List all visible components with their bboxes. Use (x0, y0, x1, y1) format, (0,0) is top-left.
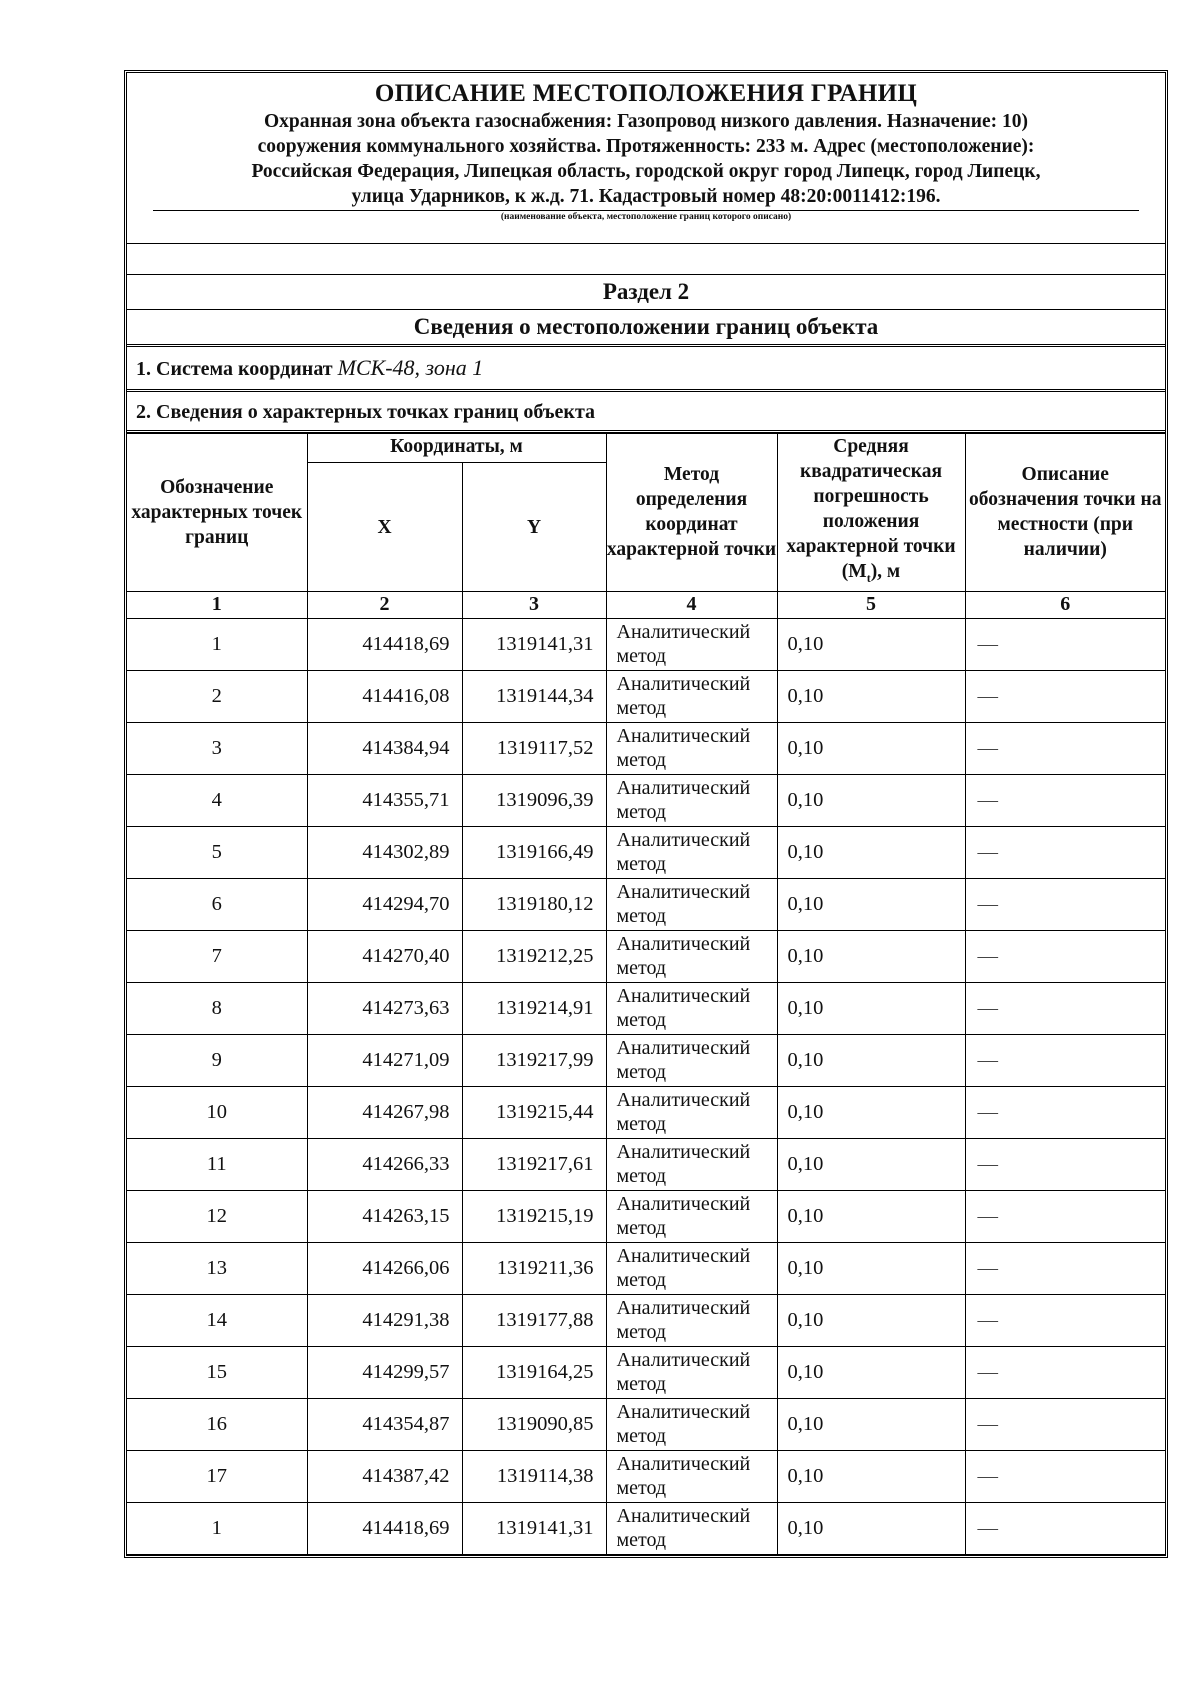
column-number: 1 (127, 591, 307, 618)
table-row (127, 982, 1165, 1034)
method-cell: Аналитический метод (606, 670, 777, 722)
accuracy-cell: 0,10 (777, 774, 965, 826)
document-frame (124, 70, 1168, 1558)
document-header (127, 73, 1165, 244)
description-cell: — (965, 722, 1165, 774)
method-cell: Аналитический метод (606, 774, 777, 826)
coordinate-y: 1319141,31 (462, 1502, 606, 1554)
column-number: 5 (777, 591, 965, 618)
method-cell: Аналитический метод (606, 826, 777, 878)
object-line: улица Ударников, к ж.д. 71. Кадастровый номер 48:20:0011412:196. (351, 186, 941, 207)
table-row (127, 1138, 1165, 1190)
point-number: 6 (127, 878, 307, 930)
table-row (127, 1450, 1165, 1502)
accuracy-cell: 0,10 (777, 1242, 965, 1294)
document-title: ОПИСАНИЕ МЕСТОПОЛОЖЕНИЯ ГРАНИЦ (374, 80, 918, 107)
table-row (127, 1346, 1165, 1398)
description-cell: — (965, 1242, 1165, 1294)
column-number: 4 (606, 591, 777, 618)
coordinate-y: 1319217,99 (462, 1034, 606, 1086)
table-row (127, 1086, 1165, 1138)
point-number: 1 (127, 1502, 307, 1554)
coordinate-y: 1319117,52 (462, 722, 606, 774)
coordinate-x: 414299,57 (307, 1346, 462, 1398)
accuracy-cell: 0,10 (777, 1450, 965, 1502)
coordinate-x: 414263,15 (307, 1190, 462, 1242)
method-cell: Аналитический метод (606, 1086, 777, 1138)
header-coordinates: Координаты, м (307, 434, 606, 463)
accuracy-cell: 0,10 (777, 722, 965, 774)
description-cell: — (965, 1086, 1165, 1138)
coordinate-x: 414271,09 (307, 1034, 462, 1086)
section-subtitle: Сведения о местоположении границ объекта (127, 310, 1165, 347)
coordinate-y: 1319096,39 (462, 774, 606, 826)
table-row (127, 1242, 1165, 1294)
description-cell: — (965, 1502, 1165, 1554)
description-cell: — (965, 1190, 1165, 1242)
header-y: Y (462, 463, 606, 592)
accuracy-cell: 0,10 (777, 982, 965, 1034)
header-method: Метод определения координат характерной точки (606, 434, 777, 592)
description-cell: — (965, 618, 1165, 670)
description-cell: — (965, 1034, 1165, 1086)
table-header-row (127, 434, 1165, 463)
table-row (127, 722, 1165, 774)
table-row (127, 1502, 1165, 1554)
coordinate-system-label: 1. Система координат (136, 358, 333, 380)
coordinate-y: 1319177,88 (462, 1294, 606, 1346)
coordinate-x: 414266,33 (307, 1138, 462, 1190)
column-numbers-row (127, 591, 1165, 618)
description-cell: — (965, 670, 1165, 722)
coordinate-x: 414270,40 (307, 930, 462, 982)
coordinate-x: 414291,38 (307, 1294, 462, 1346)
coordinate-y: 1319144,34 (462, 670, 606, 722)
coordinate-y: 1319166,49 (462, 826, 606, 878)
accuracy-cell: 0,10 (777, 1294, 965, 1346)
header-description: Описание обозначения точки на местности (при наличии) (965, 434, 1165, 592)
section-title: Раздел 2 (127, 275, 1165, 310)
table-row (127, 618, 1165, 670)
accuracy-cell: 0,10 (777, 670, 965, 722)
points-table (127, 433, 1165, 1555)
accuracy-cell: 0,10 (777, 1398, 965, 1450)
method-cell: Аналитический метод (606, 1502, 777, 1554)
coordinate-x: 414418,69 (307, 1502, 462, 1554)
description-cell: — (965, 826, 1165, 878)
method-cell: Аналитический метод (606, 930, 777, 982)
object-line: сооружения коммунального хозяйства. Протяженность: 233 м. Адрес (местоположение): (257, 136, 1035, 157)
point-number: 11 (127, 1138, 307, 1190)
method-cell: Аналитический метод (606, 878, 777, 930)
method-cell: Аналитический метод (606, 1034, 777, 1086)
coordinate-y: 1319217,61 (462, 1138, 606, 1190)
accuracy-cell: 0,10 (777, 1138, 965, 1190)
coordinate-x: 414416,08 (307, 670, 462, 722)
header-accuracy-subscript: t (866, 570, 871, 585)
header-accuracy (777, 434, 965, 592)
column-number: 2 (307, 591, 462, 618)
coordinate-y: 1319211,36 (462, 1242, 606, 1294)
description-cell: — (965, 930, 1165, 982)
coordinate-x: 414267,98 (307, 1086, 462, 1138)
coordinate-y: 1319114,38 (462, 1450, 606, 1502)
header-accuracy-text: Средняя квадратическая погрешность положения характерной точки (M (786, 436, 956, 582)
coordinate-y: 1319212,25 (462, 930, 606, 982)
method-cell: Аналитический метод (606, 1294, 777, 1346)
point-number: 14 (127, 1294, 307, 1346)
accuracy-cell: 0,10 (777, 826, 965, 878)
accuracy-cell: 0,10 (777, 1034, 965, 1086)
table-row (127, 826, 1165, 878)
header-spacer (127, 244, 1165, 275)
column-number: 6 (965, 591, 1165, 618)
point-number: 10 (127, 1086, 307, 1138)
header-accuracy-unit: ), м (870, 561, 901, 582)
table-row (127, 1034, 1165, 1086)
coordinate-system-row (127, 347, 1165, 392)
accuracy-cell: 0,10 (777, 878, 965, 930)
description-cell: — (965, 982, 1165, 1034)
coordinate-y: 1319090,85 (462, 1398, 606, 1450)
table-row (127, 774, 1165, 826)
method-cell: Аналитический метод (606, 1242, 777, 1294)
method-cell: Аналитический метод (606, 722, 777, 774)
table-row (127, 878, 1165, 930)
point-number: 9 (127, 1034, 307, 1086)
method-cell: Аналитический метод (606, 618, 777, 670)
accuracy-cell: 0,10 (777, 930, 965, 982)
description-cell: — (965, 1138, 1165, 1190)
object-line: Российская Федерация, Липецкая область, городской округ город Липецк, город Липецк, (251, 161, 1041, 182)
table-row (127, 670, 1165, 722)
method-cell: Аналитический метод (606, 1190, 777, 1242)
method-cell: Аналитический метод (606, 1398, 777, 1450)
point-number: 4 (127, 774, 307, 826)
point-number: 1 (127, 618, 307, 670)
point-number: 15 (127, 1346, 307, 1398)
method-cell: Аналитический метод (606, 982, 777, 1034)
description-cell: — (965, 878, 1165, 930)
point-number: 5 (127, 826, 307, 878)
accuracy-cell: 0,10 (777, 1502, 965, 1554)
coordinate-y: 1319164,25 (462, 1346, 606, 1398)
coordinate-system-value: МСК-48, зона 1 (337, 355, 484, 380)
table-row (127, 1294, 1165, 1346)
coordinate-x: 414266,06 (307, 1242, 462, 1294)
coordinate-x: 414273,63 (307, 982, 462, 1034)
object-line: Охранная зона объекта газоснабжения: Газопровод низкого давления. Назначение: 10) (263, 111, 1029, 132)
description-cell: — (965, 774, 1165, 826)
coordinate-x: 414355,71 (307, 774, 462, 826)
point-number: 12 (127, 1190, 307, 1242)
coordinate-x: 414418,69 (307, 618, 462, 670)
point-number: 8 (127, 982, 307, 1034)
points-table-body (127, 618, 1165, 1554)
point-number: 17 (127, 1450, 307, 1502)
method-cell: Аналитический метод (606, 1450, 777, 1502)
method-cell: Аналитический метод (606, 1346, 777, 1398)
table-row (127, 1398, 1165, 1450)
object-description (137, 109, 1155, 209)
coordinate-y: 1319141,31 (462, 618, 606, 670)
points-heading: 2. Сведения о характерных точках границ объекта (127, 392, 1165, 433)
method-cell: Аналитический метод (606, 1138, 777, 1190)
point-number: 3 (127, 722, 307, 774)
point-number: 16 (127, 1398, 307, 1450)
object-underline (153, 210, 1139, 211)
coordinate-x: 414387,42 (307, 1450, 462, 1502)
accuracy-cell: 0,10 (777, 1086, 965, 1138)
point-number: 13 (127, 1242, 307, 1294)
coordinate-x: 414384,94 (307, 722, 462, 774)
column-number: 3 (462, 591, 606, 618)
header-designation: Обозначение характерных точек границ (127, 434, 307, 592)
accuracy-cell: 0,10 (777, 618, 965, 670)
object-caption: (наименование объекта, местоположение границ которого описано) (500, 212, 792, 222)
description-cell: — (965, 1294, 1165, 1346)
coordinate-x: 414294,70 (307, 878, 462, 930)
description-cell: — (965, 1346, 1165, 1398)
table-row (127, 930, 1165, 982)
coordinate-y: 1319180,12 (462, 878, 606, 930)
coordinate-y: 1319215,44 (462, 1086, 606, 1138)
table-row (127, 1190, 1165, 1242)
coordinate-y: 1319215,19 (462, 1190, 606, 1242)
point-number: 2 (127, 670, 307, 722)
description-cell: — (965, 1450, 1165, 1502)
accuracy-cell: 0,10 (777, 1190, 965, 1242)
coordinate-x: 414354,87 (307, 1398, 462, 1450)
description-cell: — (965, 1398, 1165, 1450)
accuracy-cell: 0,10 (777, 1346, 965, 1398)
coordinate-x: 414302,89 (307, 826, 462, 878)
coordinate-y: 1319214,91 (462, 982, 606, 1034)
point-number: 7 (127, 930, 307, 982)
header-x: X (307, 463, 462, 592)
